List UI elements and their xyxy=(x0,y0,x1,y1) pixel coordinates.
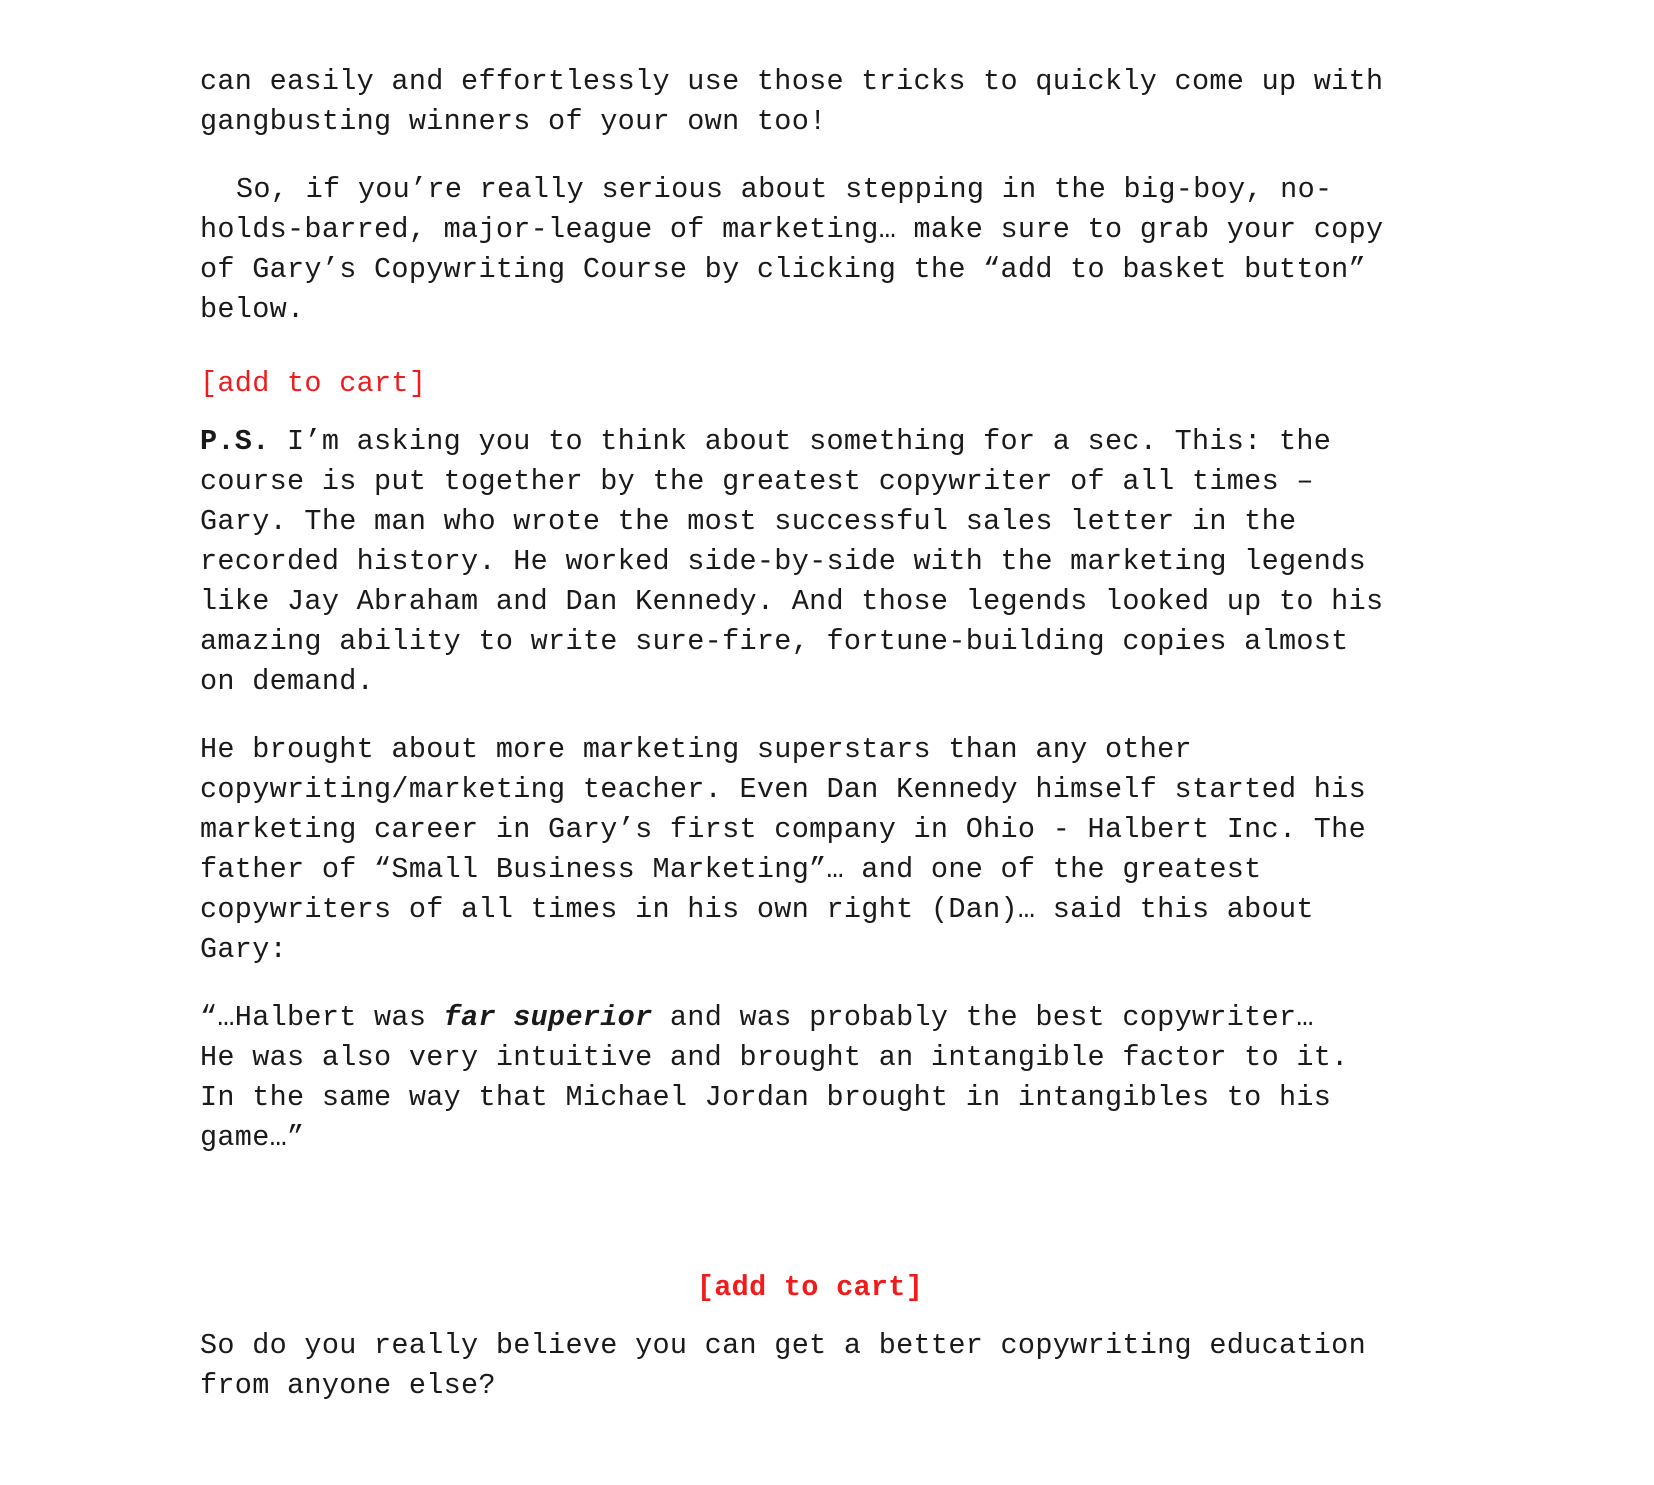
quote-suffix: and was probably the best copywriter… xyxy=(652,1001,1314,1034)
superstars-paragraph xyxy=(200,730,1480,970)
superstars-line: marketing career in Gary’s first company in Ohio - Halbert Inc. The xyxy=(200,813,1366,846)
cta-line: below. xyxy=(200,293,305,326)
intro-line: can easily and effortlessly use those tricks to quickly come up with xyxy=(200,65,1384,98)
intro-line: gangbusting winners of your own too! xyxy=(200,105,827,138)
superstars-line: copywriting/marketing teacher. Even Dan Kennedy himself started his xyxy=(200,773,1366,806)
quote-emphasis: far superior xyxy=(443,1001,653,1034)
quote-line: game…” xyxy=(200,1121,305,1154)
ps-line: course is put together by the greatest copywriter of all times – xyxy=(200,465,1314,498)
ps-line: I’m asking you to think about something for a sec. This: the xyxy=(269,425,1332,458)
ps-line: on demand. xyxy=(200,665,375,698)
intro-paragraph xyxy=(200,62,1480,142)
cta-line: So, if you’re really serious about stepping in the big-boy, no- xyxy=(236,173,1333,206)
ps-line: Gary. The man who wrote the most successful sales letter in the xyxy=(200,505,1297,538)
quote-prefix: “…Halbert was xyxy=(200,1001,444,1034)
ps-line: recorded history. He worked side-by-side with the marketing legends xyxy=(200,545,1366,578)
add-to-cart-link-bold[interactable]: [add to cart] xyxy=(696,1271,924,1304)
document-page xyxy=(200,62,1480,1406)
cta-line: holds-barred, major-league of marketing… make sure to grab your copy xyxy=(200,213,1384,246)
quote-line: He was also very intuitive and brought an intangible factor to it. xyxy=(200,1041,1349,1074)
closing-line: from anyone else? xyxy=(200,1369,496,1402)
quote-line: In the same way that Michael Jordan brought in intangibles to his xyxy=(200,1081,1332,1114)
superstars-line: copywriters of all times in his own right (Dan)… said this about xyxy=(200,893,1314,926)
closing-paragraph xyxy=(200,1326,1480,1406)
superstars-line: Gary: xyxy=(200,933,288,966)
superstars-line: father of “Small Business Marketing”… and one of the greatest xyxy=(200,853,1262,886)
ps-line: amazing ability to write sure-fire, fortune-building copies almost xyxy=(200,625,1349,658)
cta-paragraph xyxy=(200,170,1480,330)
ps-paragraph xyxy=(200,422,1480,702)
add-to-cart-link[interactable]: [add to cart] xyxy=(200,367,427,400)
cart-link-row-2 xyxy=(200,1268,1420,1308)
cart-link-row-1 xyxy=(200,364,1480,404)
superstars-line: He brought about more marketing superstars than any other xyxy=(200,733,1192,766)
cta-line: of Gary’s Copywriting Course by clicking the “add to basket button” xyxy=(200,253,1366,286)
ps-line: like Jay Abraham and Dan Kennedy. And those legends looked up to his xyxy=(200,585,1384,618)
closing-line: So do you really believe you can get a better copywriting education xyxy=(200,1329,1366,1362)
ps-label: P.S. xyxy=(200,425,270,458)
quote-paragraph xyxy=(200,998,1480,1158)
